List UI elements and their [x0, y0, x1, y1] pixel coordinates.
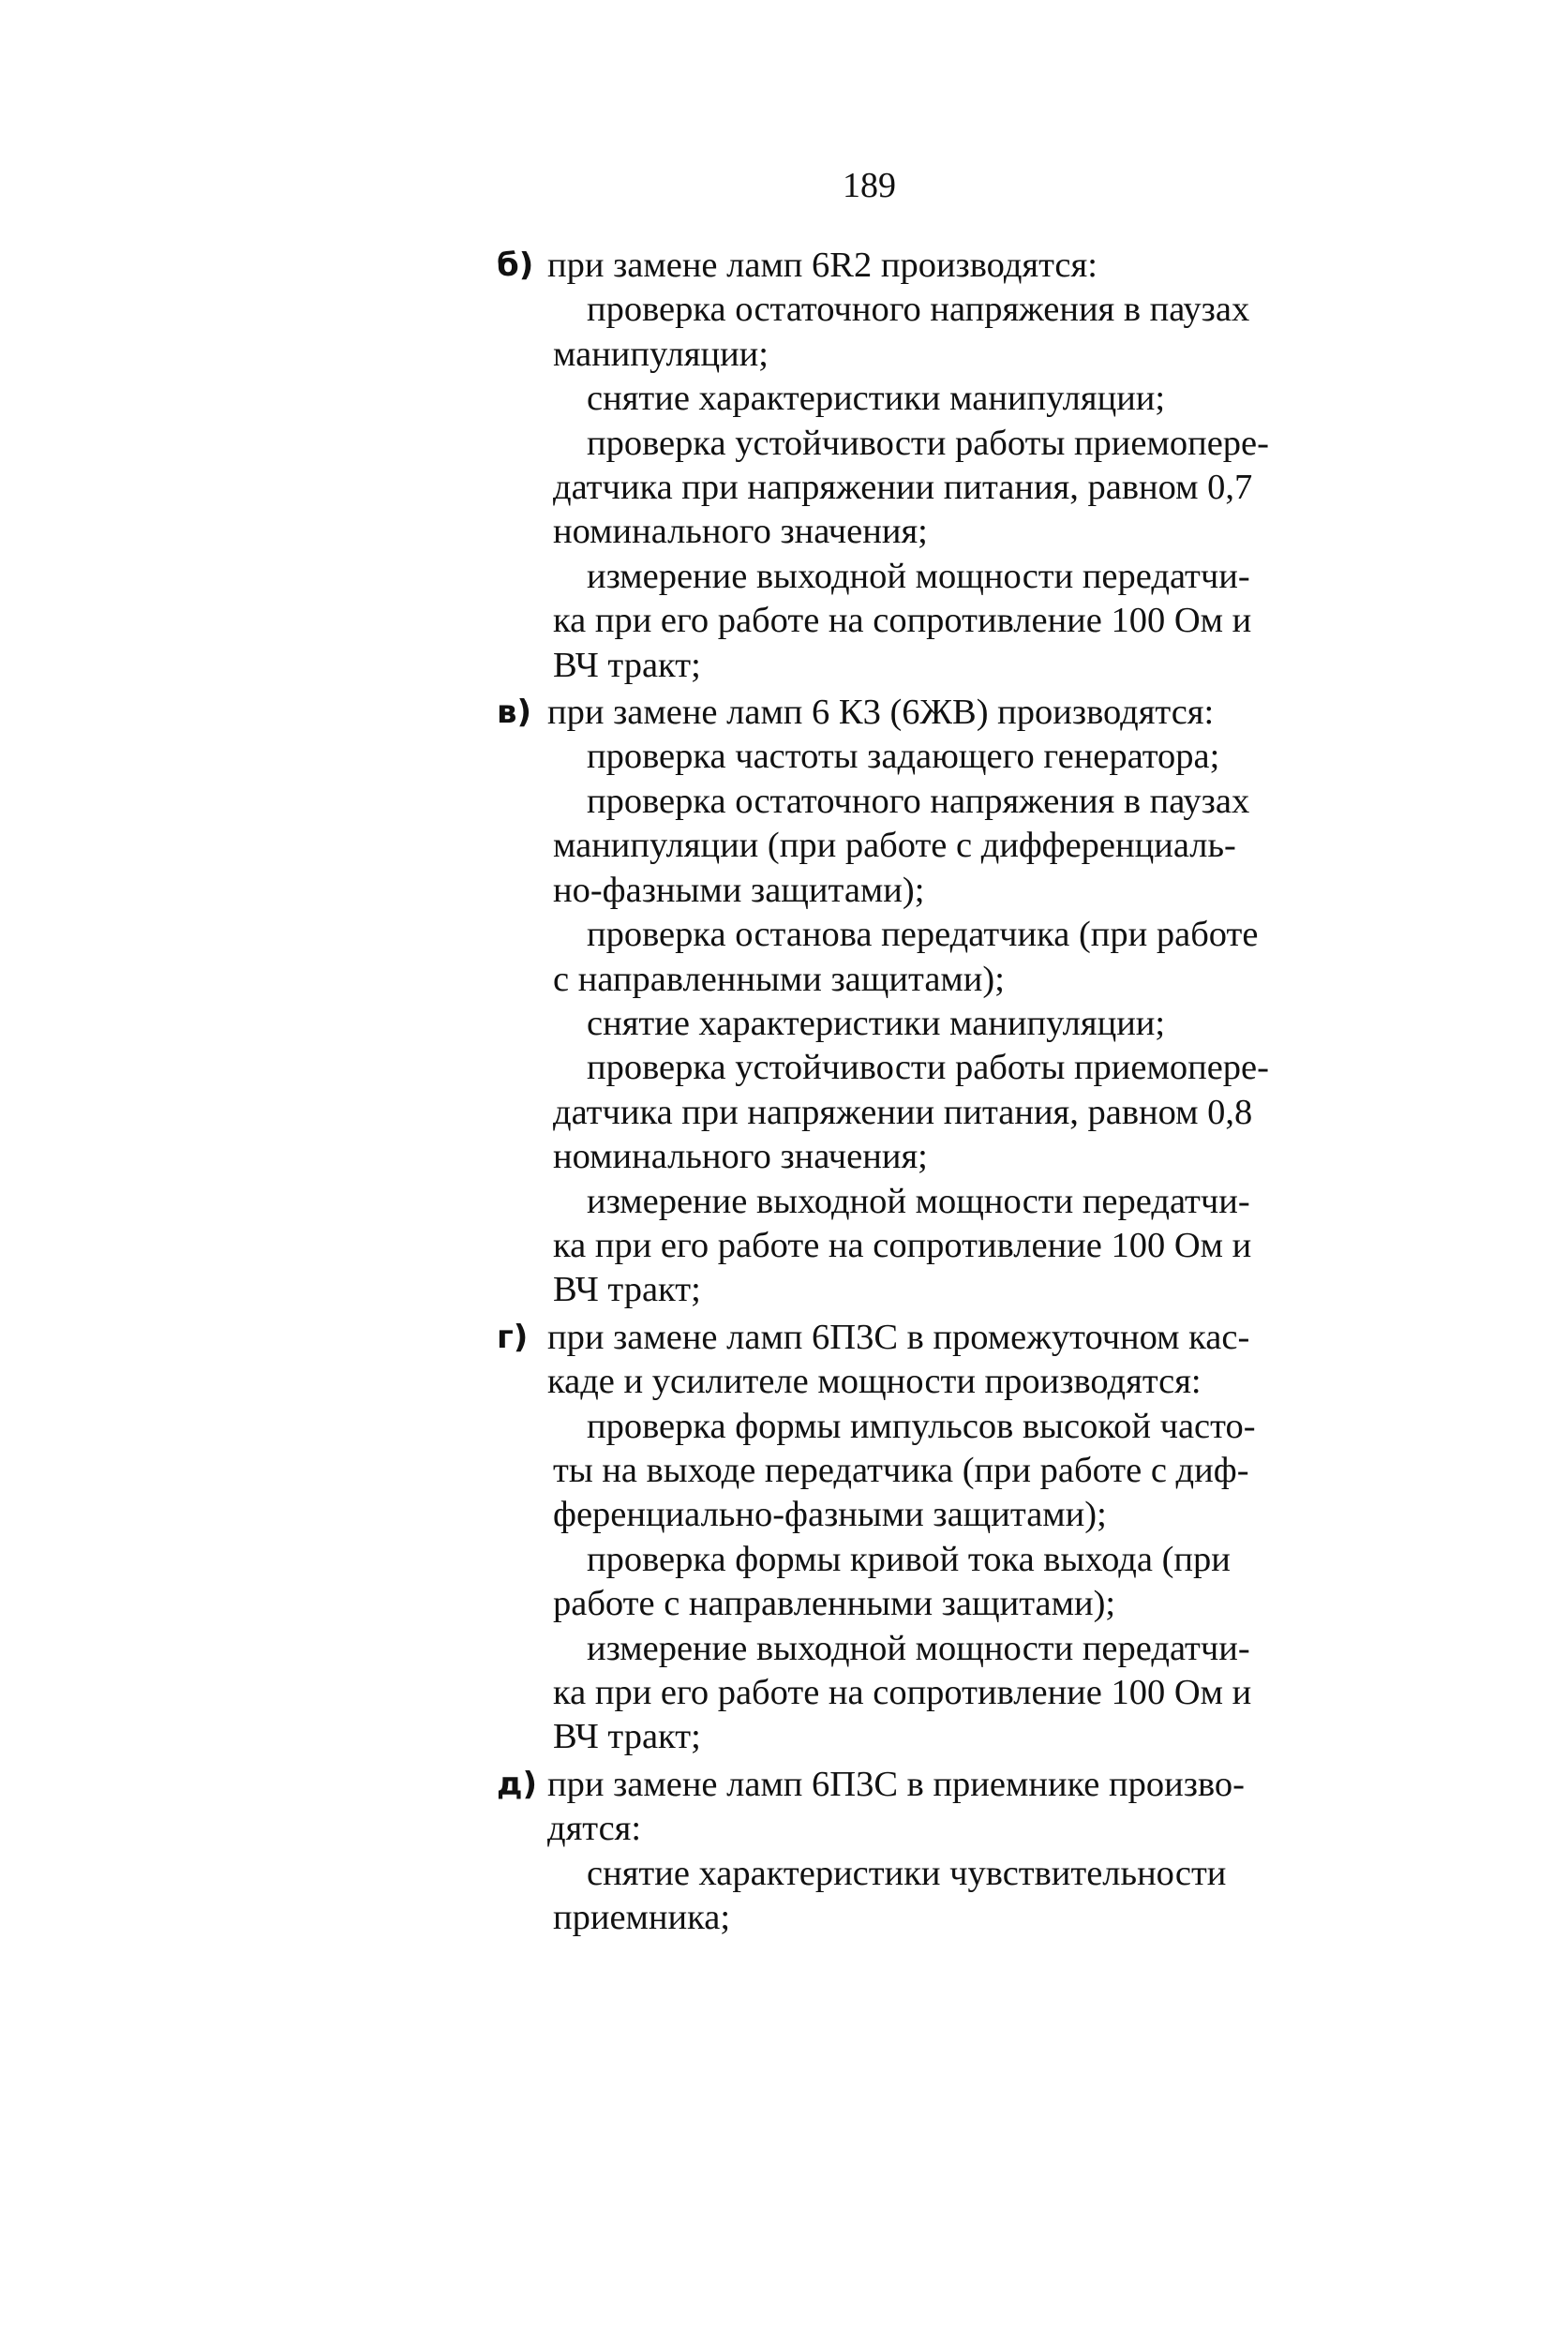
heading-line: дятся: — [547, 1809, 642, 1849]
list-item-line: проверка формы кривой тока выхода (при — [587, 1539, 1231, 1579]
list-item-text — [519, 422, 1434, 555]
list-item-line: с направленными защитами); — [553, 959, 1005, 999]
section-heading — [497, 691, 1434, 735]
list-item — [497, 1180, 1434, 1313]
list-item-line: проверка останова передатчика (при работе — [587, 915, 1259, 955]
list-item — [497, 1002, 1434, 1046]
list-item-text — [519, 1180, 1434, 1313]
list-item-text — [519, 1538, 1434, 1627]
list-item — [497, 422, 1434, 555]
list-item — [497, 1627, 1434, 1760]
list-item-line: работе с направленными защитами); — [553, 1584, 1116, 1624]
list-item-line: манипуляции (при работе с дифференциаль- — [553, 826, 1236, 866]
list-item-text — [519, 735, 1434, 779]
list-item-text — [519, 1627, 1434, 1760]
list-item-line: ка при его работе на сопротивление 100 Ом и — [553, 601, 1252, 641]
list-item — [497, 1852, 1434, 1941]
section-heading — [497, 1763, 1434, 1852]
list-item-line: измерение выходной мощности передатчи- — [587, 1181, 1250, 1221]
list-item-text — [519, 555, 1434, 688]
section-heading — [497, 1316, 1434, 1405]
list-item-line: проверка частоты задающего генератора; — [587, 737, 1220, 777]
heading-line: при замене ламп 6П3С в промежуточном кас- — [547, 1317, 1250, 1357]
list-section — [497, 691, 1434, 1313]
heading-line: при замене ламп 6 К3 (6ЖВ) производятся: — [547, 693, 1215, 733]
list-item-line: датчика при напряжении питания, равном 0,7 — [553, 468, 1253, 508]
heading-line: при замене ламп 6П3С в приемнике произво- — [547, 1764, 1245, 1804]
list-item-line: измерение выходной мощности передатчи- — [587, 556, 1250, 596]
list-item-line: номинального значения; — [553, 512, 928, 552]
list-item-text — [519, 1405, 1434, 1538]
list-item-line: ференциально-фазными защитами); — [553, 1495, 1107, 1535]
list-item-line: проверка остаточного напряжения в паузах — [587, 290, 1250, 330]
list-item-text — [519, 288, 1434, 377]
list-item-line: снятие характеристики манипуляции; — [587, 1003, 1166, 1043]
list-item-text — [519, 780, 1434, 913]
list-item-line: снятие характеристики манипуляции; — [587, 379, 1166, 419]
page-number: 189 — [843, 166, 896, 205]
list-item — [497, 1046, 1434, 1179]
section-label: в) — [497, 694, 532, 732]
list-item-text — [519, 377, 1434, 421]
list-section — [497, 1316, 1434, 1760]
list-item-line: ВЧ тракт; — [553, 1717, 701, 1757]
list-item-line: проверка формы импульсов высокой часто- — [587, 1406, 1256, 1446]
list-item-line: ВЧ тракт; — [553, 1270, 701, 1310]
list-item-line: ка при его работе на сопротивление 100 Ом и — [553, 1673, 1252, 1712]
list-item-line: датчика при напряжении питания, равном 0,8 — [553, 1092, 1253, 1132]
list-item-text — [519, 1852, 1434, 1941]
list-item-line: проверка остаточного напряжения в паузах — [587, 781, 1250, 821]
section-label: д) — [497, 1765, 537, 1803]
list-item-line: проверка устойчивости работы приемопере- — [587, 423, 1269, 463]
list-item — [497, 555, 1434, 688]
list-item-text — [519, 1002, 1434, 1046]
document-body — [497, 244, 1434, 1943]
list-item-line: проверка устойчивости работы приемопере- — [587, 1048, 1269, 1088]
section-label: г) — [497, 1318, 529, 1356]
list-item-line: ты на выходе передатчика (при работе с диф- — [553, 1450, 1249, 1490]
list-item-text — [519, 1046, 1434, 1179]
list-item — [497, 288, 1434, 377]
list-section — [497, 1763, 1434, 1941]
list-item — [497, 780, 1434, 913]
list-item — [497, 1405, 1434, 1538]
list-item-line: манипуляции; — [553, 334, 769, 374]
heading-line: при замене ламп 6R2 производятся: — [547, 246, 1098, 285]
list-item-line: ка при его работе на сопротивление 100 Ом и — [553, 1225, 1252, 1265]
list-item — [497, 1538, 1434, 1627]
list-item — [497, 913, 1434, 1002]
list-item-line: номинального значения; — [553, 1137, 928, 1177]
section-heading — [497, 244, 1434, 288]
list-item — [497, 377, 1434, 421]
heading-line: каде и усилителе мощности производятся: — [547, 1362, 1202, 1402]
section-label: б) — [497, 246, 534, 284]
list-item-line: измерение выходной мощности передатчи- — [587, 1628, 1250, 1668]
list-item-line: но-фазными защитами); — [553, 870, 925, 910]
list-item — [497, 735, 1434, 779]
list-section — [497, 244, 1434, 688]
list-item-line: приемника; — [553, 1898, 731, 1938]
list-item-line: ВЧ тракт; — [553, 645, 701, 685]
list-item-line: снятие характеристики чувствительности — [587, 1853, 1227, 1893]
list-item-text — [519, 913, 1434, 1002]
